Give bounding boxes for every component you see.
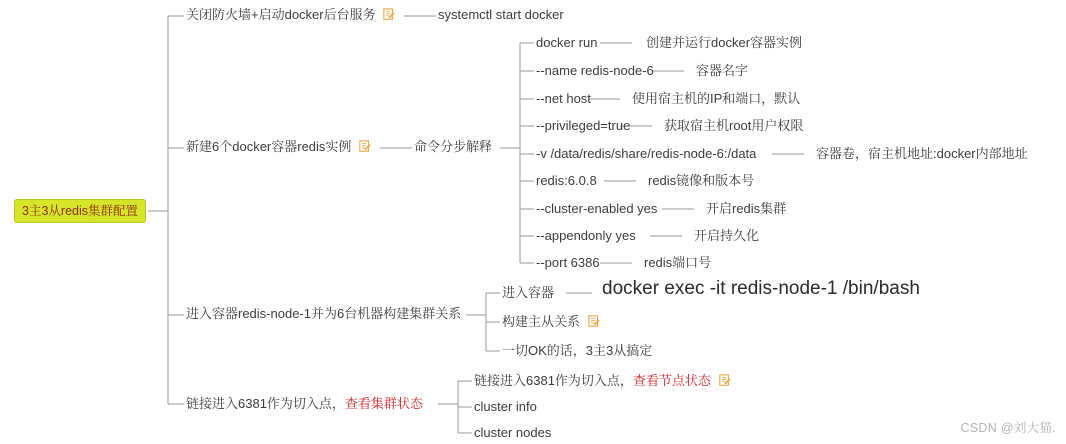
leaf-build-master-slave[interactable] [502, 314, 600, 330]
desc-volume-mount: 容器卷，宿主机地址:docker内部地址 [816, 146, 1028, 161]
branch-firewall-docker[interactable] [186, 7, 395, 23]
leaf-systemctl-start-docker[interactable]: systemctl start docker [438, 7, 564, 22]
branch-firewall-docker-label: 关闭防火墙+启动docker后台服务 [186, 7, 376, 22]
leaf-cluster-nodes[interactable]: cluster nodes [474, 425, 552, 440]
leaf-build-master-slave-label: 构建主从关系 [502, 314, 581, 329]
note-icon [383, 8, 395, 21]
leaf-all-ok[interactable]: 一切OK的话，3主3从搞定 [502, 343, 653, 358]
leaf-privileged[interactable]: --privileged=true [536, 118, 631, 133]
branch-new-six-redis-label: 新建6个docker容器redis实例 [186, 139, 352, 154]
desc-privileged: 获取宿主机root用户权限 [664, 118, 804, 133]
root-node[interactable]: 3主3从redis集群配置 [14, 199, 146, 223]
branch-check-cluster-status-label: 链接进入6381作为切入点， [186, 396, 345, 411]
leaf-enter-container[interactable]: 进入容器 [502, 285, 555, 300]
desc-name-redis-node-6: 容器名字 [696, 63, 749, 78]
desc-docker-run: 创建并运行docker容器实例 [646, 35, 803, 50]
leaf-port[interactable]: --port 6386 [536, 255, 600, 270]
leaf-net-host[interactable]: --net host [536, 91, 591, 106]
note-icon [588, 315, 600, 328]
leaf-docker-run[interactable]: docker run [536, 35, 598, 50]
leaf-volume-mount[interactable]: -v /data/redis/share/redis-node-6:/data [536, 146, 757, 161]
cmd-docker-exec[interactable]: docker exec -it redis-node-1 /bin/bash [602, 278, 920, 299]
note-icon [359, 140, 371, 153]
desc-cluster-enabled: 开启redis集群 [706, 201, 787, 216]
desc-redis-image: redis镜像和版本号 [648, 173, 755, 188]
leaf-check-node-status[interactable] [474, 373, 731, 389]
branch-new-six-redis[interactable] [186, 139, 371, 155]
desc-net-host: 使用宿主机的IP和端口，默认 [632, 91, 801, 106]
leaf-check-node-status-highlight: 查看节点状态 [632, 373, 711, 388]
leaf-check-node-status-label: 链接进入6381作为切入点， [474, 373, 633, 388]
leaf-appendonly[interactable]: --appendonly yes [536, 228, 636, 243]
leaf-redis-image[interactable]: redis:6.0.8 [536, 173, 597, 188]
note-icon [719, 374, 731, 387]
branch-enter-container-build-cluster[interactable]: 进入容器redis-node-1并为6台机器构建集群关系 [186, 306, 462, 321]
node-command-explain[interactable]: 命令分步解释 [414, 139, 493, 154]
branch-check-cluster-status-highlight: 查看集群状态 [344, 396, 423, 411]
branch-check-cluster-status[interactable] [186, 396, 423, 412]
desc-port: redis端口号 [644, 255, 712, 270]
leaf-cluster-info[interactable]: cluster info [474, 399, 537, 414]
leaf-cluster-enabled[interactable]: --cluster-enabled yes [536, 201, 658, 216]
watermark: CSDN @刘大猫. [960, 421, 1056, 435]
leaf-name-redis-node-6[interactable]: --name redis-node-6 [536, 63, 654, 78]
desc-appendonly: 开启持久化 [694, 228, 760, 243]
